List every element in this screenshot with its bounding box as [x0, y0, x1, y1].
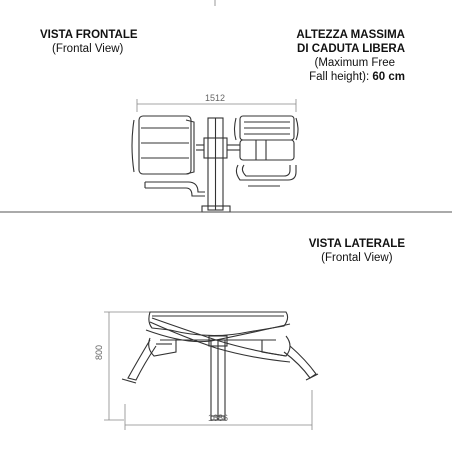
side-view-title: VISTA LATERALE: [308, 238, 405, 250]
fall-height-line4: [296, 70, 405, 84]
side-height-dimension: 800: [94, 344, 104, 360]
fall-height-line3: (Maximum Free: [314, 57, 395, 69]
front-view-title: VISTA FRONTALE: [40, 29, 138, 41]
side-view-subtitle: (Frontal View): [321, 252, 393, 264]
side-width-dimension: 1686: [208, 413, 229, 423]
side-central-post: [209, 336, 227, 420]
front-right-seat: [235, 116, 299, 186]
fall-height-line2: DI CADUTA LIBERA: [297, 43, 405, 55]
front-view-drawing: [0, 99, 452, 212]
fall-height-line1: ALTEZZA MASSIMA: [296, 29, 405, 41]
front-central-post: [196, 118, 240, 212]
front-width-dimension: 1512: [205, 93, 226, 103]
fall-height-value: 60 cm: [372, 71, 405, 83]
fall-height-block: [296, 28, 405, 84]
fall-height-label: Fall height):: [309, 71, 373, 83]
front-left-seat: [132, 116, 205, 196]
side-view-label-block: [309, 237, 405, 265]
front-view-subtitle: (Frontal View): [52, 43, 124, 55]
